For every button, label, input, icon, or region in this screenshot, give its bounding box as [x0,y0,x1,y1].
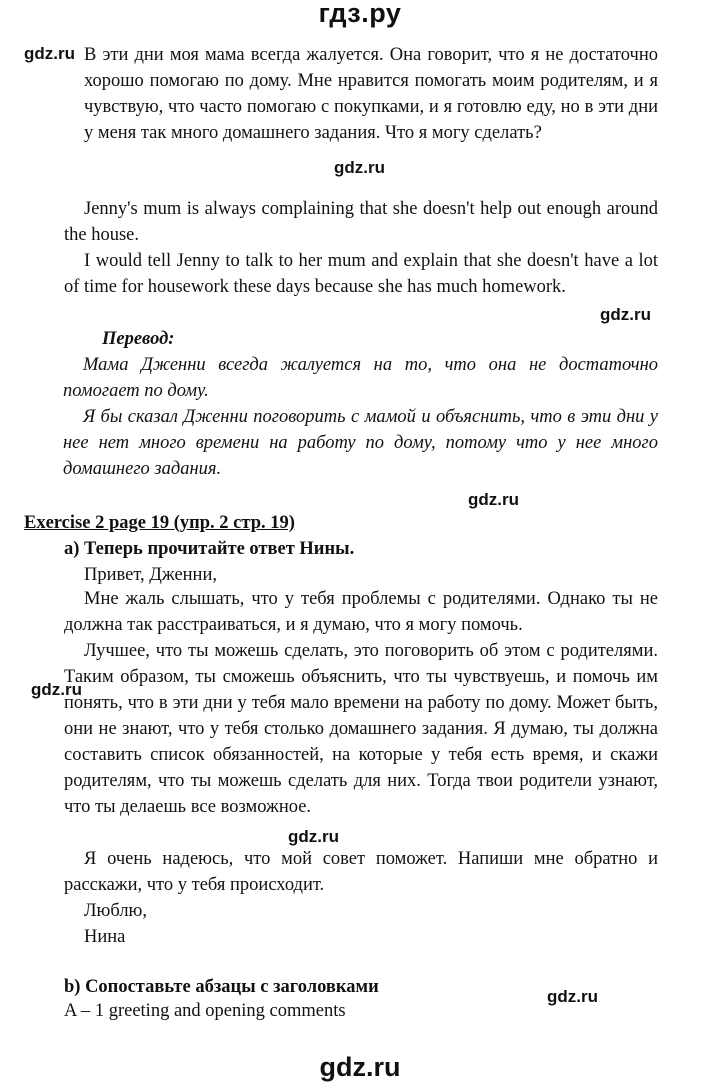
task-a-heading: a) Теперь прочитайте ответ Нины. [64,539,355,559]
match-a: A – 1 greeting and opening comments [64,1001,346,1021]
answer-1: Jenny's mum is always complaining that she doesn't help out enough around the house. [64,199,658,245]
exercise-heading: Exercise 2 page 19 (упр. 2 стр. 19) [24,513,295,533]
watermark: gdz.ru [334,158,385,177]
watermark: gdz.ru [547,987,598,1006]
translation-p2: Я бы сказал Дженни поговорить с мамой и объяснить, что в эти дни у нее нет много времени на работу по дому, потому что у нее много домашнего задания. [63,407,658,479]
translation-p1: Мама Дженни всегда жалуется на то, что она не достаточно помогает по дому. [63,355,658,401]
letter-closing: Люблю, [84,901,147,921]
site-header[interactable]: гдз.ру [318,0,402,28]
watermark: gdz.ru [24,44,75,63]
watermark: gdz.ru [468,490,519,509]
letter-p2: Лучшее, что ты можешь сделать, это поговорить об этом с родителями. Таким образом, ты сможешь объяснить, что ты чувствуешь, и помочь им понять, что в эти дни у тебя мало времени на работу по дому. Может быть, они не знают, что у тебя столько домашнего задания. Я думаю, ты должна составить список обязанностей, на которые у тебя есть время, и скажи родителям, что ты можешь сделать для них. Тогда твои родители узнают, что ты делаешь все возможное. [64,641,658,817]
task-b-heading: b) Сопоставьте абзацы с заголовками [64,977,379,997]
watermark: gdz.ru [600,305,651,324]
problem-text: В эти дни моя мама всегда жалуется. Она говорит, что я не достаточно хорошо помогаю по дому. Мне нравится помогать моим родителям, и я чувствую, что часто помогаю с покупками, и я готовлю еду, но в эти дни у меня так много домашнего задания. Что я могу сделать? [84,45,658,143]
translation-heading: Перевод: [102,329,175,349]
letter-signature: Нина [84,927,126,947]
watermark: gdz.ru [31,680,82,699]
letter-p3: Я очень надеюсь, что мой совет поможет. Напиши мне обратно и расскажи, что у тебя происходит. [64,849,658,895]
letter-greeting: Привет, Дженни, [84,565,217,585]
watermark: gdz.ru [288,827,339,846]
letter-p1: Мне жаль слышать, что у тебя проблемы с родителями. Однако ты не должна так расстраиваться, и я думаю, что я могу помочь. [64,589,658,635]
answer-2: I would tell Jenny to talk to her mum and explain that she doesn't have a lot of time for housework these days because she has much homework. [64,251,658,297]
site-footer[interactable]: gdz.ru [319,1052,401,1082]
